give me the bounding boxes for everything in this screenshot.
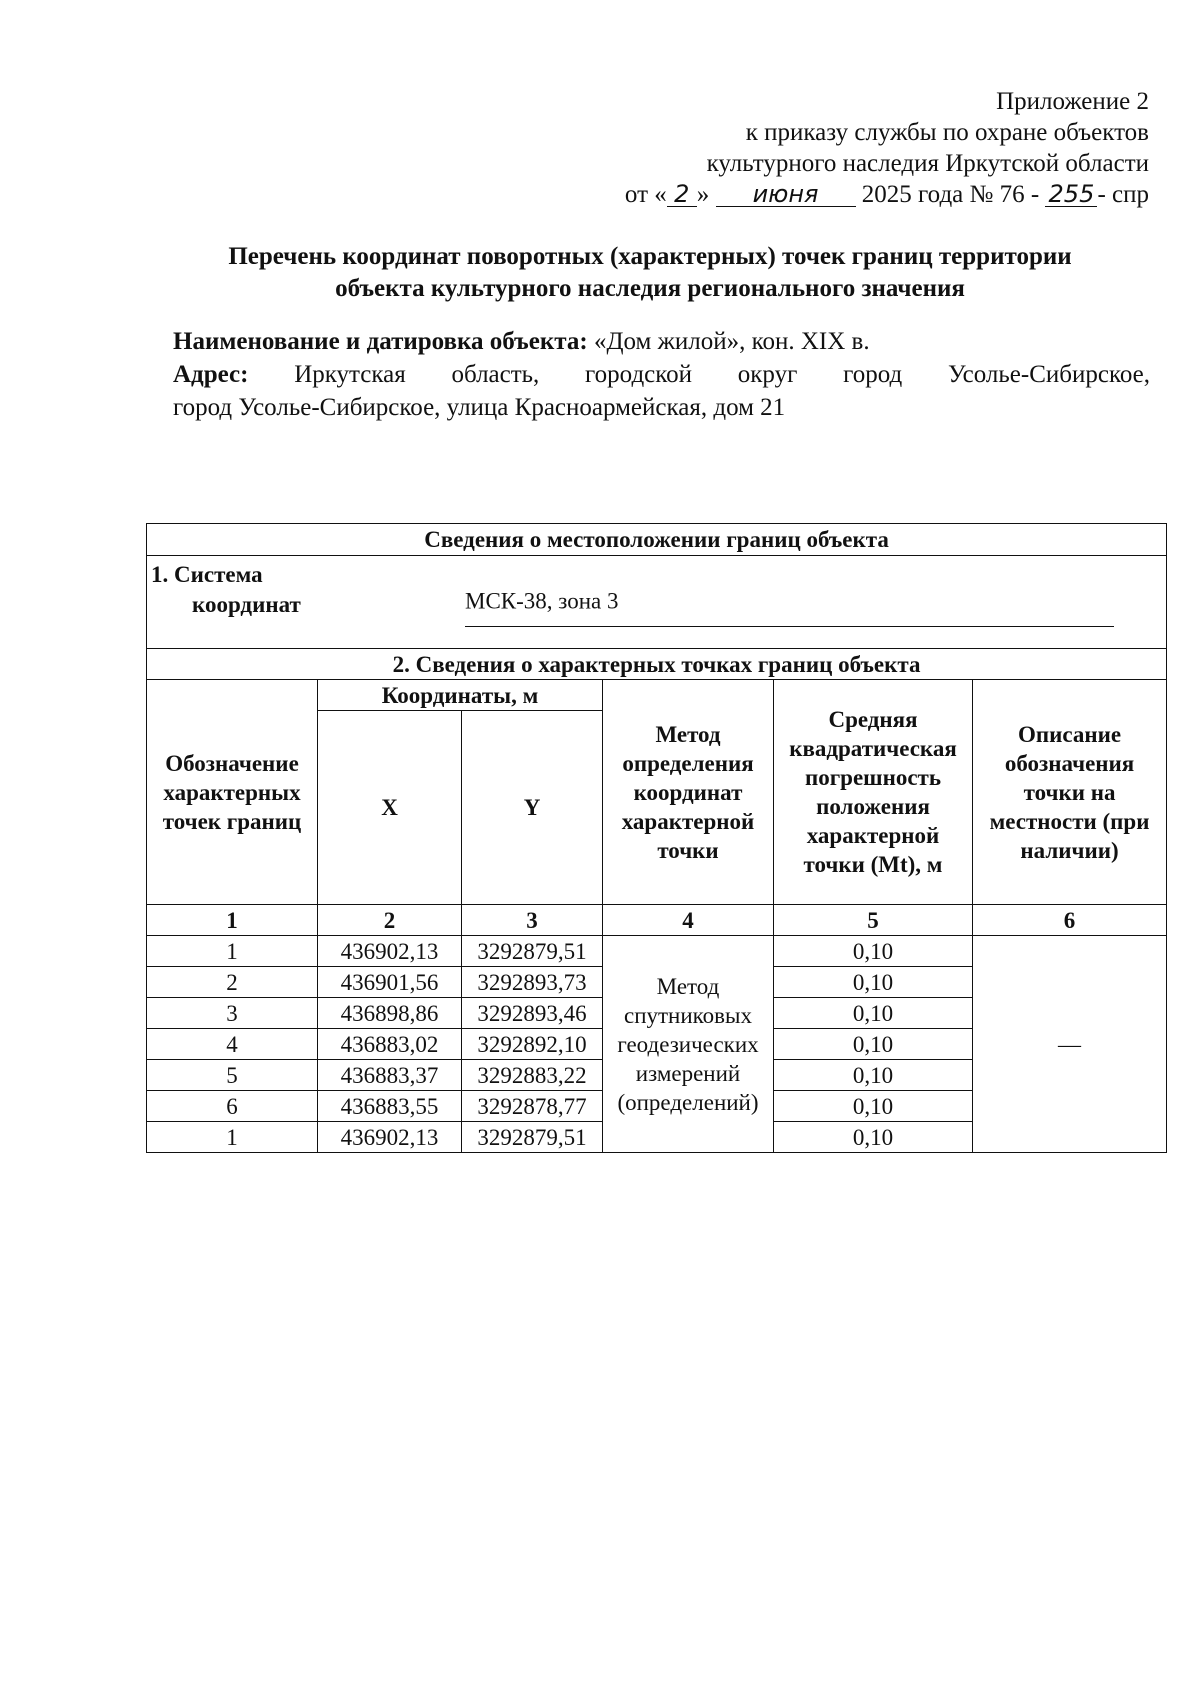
coordinate-system-value: МСК-38, зона 3	[465, 588, 619, 614]
point-id: 1	[147, 1122, 318, 1153]
address-label: Адрес:	[173, 361, 249, 388]
object-info	[173, 325, 1150, 424]
column-number: 5	[774, 905, 973, 936]
header-coordinates: Координаты, м	[318, 680, 603, 711]
annex-title: Приложение 2	[996, 88, 1149, 115]
mt-value: 0,10	[774, 1029, 973, 1060]
point-id: 4	[147, 1029, 318, 1060]
annex-authority: культурного наследия Иркутской области	[706, 150, 1149, 177]
coord-x: 436902,13	[318, 936, 462, 967]
title-line-1: Перечень координат поворотных (характерных) точек границ территории	[228, 243, 1072, 270]
header-method: Метод определения координат характерной точки	[603, 680, 774, 905]
system-label-line-1: 1. Система	[151, 562, 263, 587]
coordinate-system-label	[151, 560, 301, 620]
section1-title: Сведения о местоположении границ объекта	[147, 524, 1167, 556]
coord-y: 3292883,22	[462, 1060, 603, 1091]
description-value: —	[973, 936, 1167, 1153]
section2-title: 2. Сведения о характерных точках границ объекта	[147, 649, 1167, 680]
annex-date-line	[449, 179, 1149, 210]
mt-value: 0,10	[774, 1122, 973, 1153]
address-line-2: город Усолье-Сибирское, улица Красноармейская, дом 21	[173, 394, 786, 421]
header-designation: Обозначение характерных точек границ	[147, 680, 318, 905]
handwritten-month: июня	[716, 182, 856, 207]
coord-y: 3292879,51	[462, 936, 603, 967]
point-id: 6	[147, 1091, 318, 1122]
header-description: Описание обозначения точки на местности (при наличии)	[973, 680, 1167, 905]
coord-y: 3292892,10	[462, 1029, 603, 1060]
table-row	[147, 936, 1167, 967]
system-label-line-2: координат	[192, 592, 301, 617]
address-line-1	[173, 358, 1150, 391]
object-name-value: «Дом жилой», кон. XIX в.	[593, 328, 870, 355]
address-value-1: Иркутская область, городской округ город Усолье-Сибирское,	[294, 361, 1150, 388]
coord-x: 436902,13	[318, 1122, 462, 1153]
header-x: X	[318, 711, 462, 905]
header-error: Средняя квадратическая погрешность положения характерной точки (Mt), м	[774, 680, 973, 905]
column-number: 1	[147, 905, 318, 936]
column-numbers-row	[147, 905, 1167, 936]
point-id: 3	[147, 998, 318, 1029]
annex-header	[449, 86, 1149, 210]
handwritten-order-number: 255	[1045, 182, 1097, 207]
coord-y: 3292893,46	[462, 998, 603, 1029]
column-number: 4	[603, 905, 774, 936]
mt-value: 0,10	[774, 967, 973, 998]
coord-x: 436883,02	[318, 1029, 462, 1060]
coordinates-table	[146, 523, 1167, 1153]
coord-y: 3292878,77	[462, 1091, 603, 1122]
mt-value: 0,10	[774, 998, 973, 1029]
coordinate-system-underline	[465, 626, 1114, 627]
coordinate-system-row	[147, 556, 1167, 649]
mt-value: 0,10	[774, 936, 973, 967]
coord-x: 436883,55	[318, 1091, 462, 1122]
point-id: 2	[147, 967, 318, 998]
object-name-line	[173, 325, 1150, 358]
point-id: 5	[147, 1060, 318, 1091]
column-number: 3	[462, 905, 603, 936]
order-suffix: - спр	[1097, 181, 1149, 208]
coord-x: 436898,86	[318, 998, 462, 1029]
coord-x: 436883,37	[318, 1060, 462, 1091]
method-value: Метод спутниковых геодезических измерений (определений)	[603, 936, 774, 1153]
document-title	[150, 241, 1150, 305]
handwritten-day: 2	[667, 182, 697, 207]
column-number: 2	[318, 905, 462, 936]
date-day-close: »	[696, 181, 710, 208]
date-prefix: от «	[624, 181, 667, 208]
coord-x: 436901,56	[318, 967, 462, 998]
title-line-2: объекта культурного наследия регионального значения	[335, 275, 965, 302]
coord-y: 3292893,73	[462, 967, 603, 998]
date-year: 2025 года № 76 -	[861, 181, 1040, 208]
mt-value: 0,10	[774, 1091, 973, 1122]
coord-y: 3292879,51	[462, 1122, 603, 1153]
header-y: Y	[462, 711, 603, 905]
column-number: 6	[973, 905, 1167, 936]
object-name-label: Наименование и датировка объекта:	[173, 328, 588, 355]
point-id: 1	[147, 936, 318, 967]
mt-value: 0,10	[774, 1060, 973, 1091]
annex-order-ref: к приказу службы по охране объектов	[745, 119, 1149, 146]
